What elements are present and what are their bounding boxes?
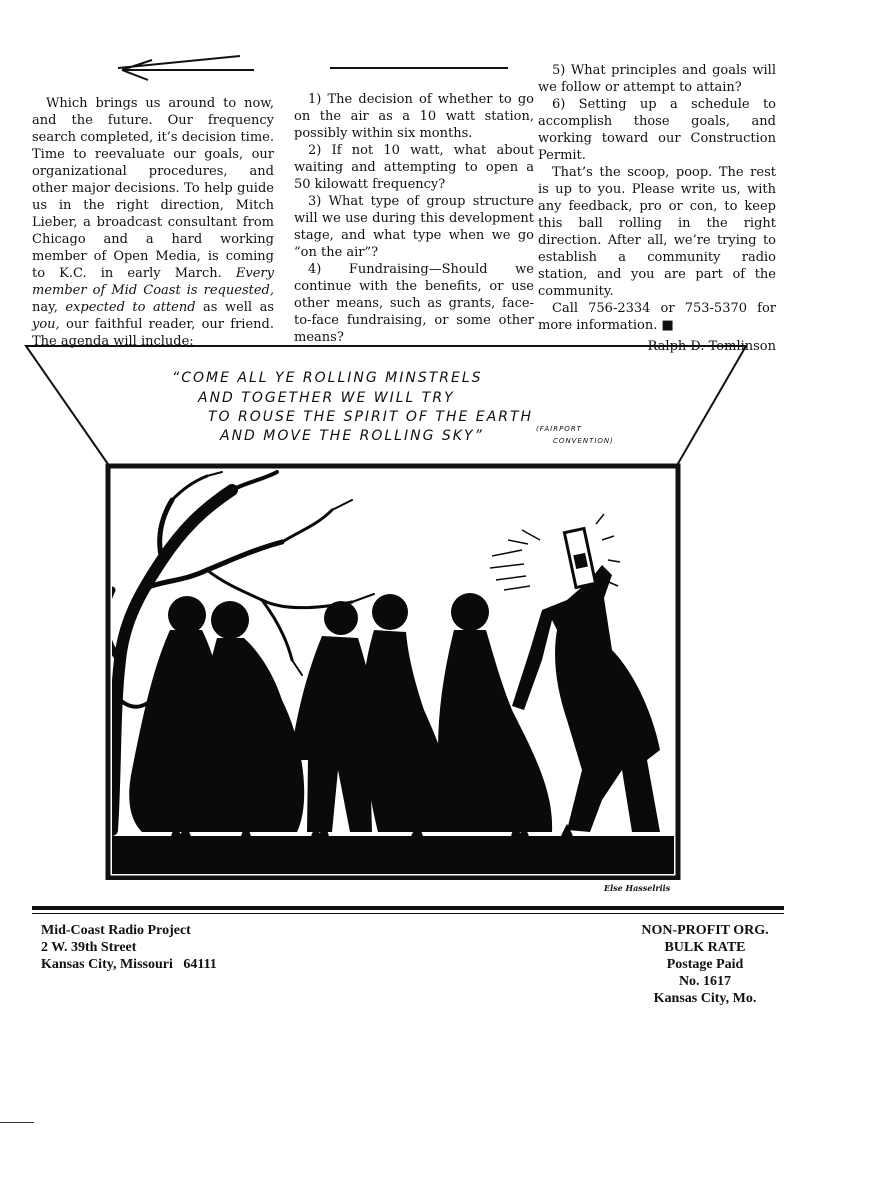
return-address-line-2: 2 W. 39th Street — [41, 940, 137, 955]
return-address — [41, 922, 217, 973]
quote-line-1: “COME ALL YE ROLLING MINSTRELS — [172, 370, 483, 386]
article-paragraph — [294, 142, 534, 193]
article-text-run: Every member of Mid Coast is requested, — [32, 266, 274, 298]
article-column-3 — [538, 62, 776, 355]
article-text-run: expected to attend — [65, 300, 196, 315]
postage-line-3: Postage Paid — [666, 957, 744, 972]
postage-line-4: No. 1617 — [678, 974, 732, 989]
quote-attribution-2: CONVENTION) — [553, 437, 614, 445]
mailing-rule-thin — [32, 913, 784, 914]
quote-line-4: AND MOVE THE ROLLING SKY” — [220, 428, 484, 444]
silhouette-dancers-illustration — [112, 470, 674, 874]
article-paragraph — [294, 261, 534, 346]
article-text-run: That’s the scoop, poop. The rest is up to you. Please write us, with any feedback, pro or con, to keep this ball rolling in the right direction. After all, we’re trying to establish a community radio station, and you are part of the community. — [538, 165, 776, 299]
article-paragraph — [538, 300, 776, 334]
postage-line-1: NON-PROFIT ORG. — [641, 923, 769, 938]
article-text-run: Call 756-2334 or 753-5370 for more information. ■ — [538, 301, 776, 333]
article-text-run: 4) Fundraising—Should we continue with the benefits, or use other means, such as grants, face-to-face fundraising, or some other means? — [294, 262, 534, 345]
postage-line-5: Kansas City, Mo. — [653, 991, 757, 1006]
article-text-run: you, — [32, 317, 60, 332]
article-paragraph — [294, 91, 534, 142]
quote-line-2: AND TOGETHER WE WILL TRY — [198, 390, 455, 406]
artist-credit: Else Hasselriis — [604, 883, 671, 893]
article-paragraph — [538, 62, 776, 96]
quote-line-3: TO ROUSE THE SPIRIT OF THE EARTH — [208, 409, 534, 425]
article-text-run: 6) Setting up a schedule to accomplish those goals, and working toward our Construction Permit. — [538, 97, 776, 163]
mailing-rule-thick — [32, 906, 784, 910]
article-column-2 — [294, 91, 534, 346]
article-text-run: as well as — [195, 300, 274, 315]
article-text-run: 5) What principles and goals will we follow or attempt to attain? — [538, 63, 776, 95]
article-text-run: Which brings us around to now, and the future. Our frequency search completed, it’s decision time. Time to reevaluate our goals, our organizational procedures, and other major decisions. To help guide us in the right direction, Mitch Lieber, a broadcast consultant from Chicago and a hard working member of Open Media, is coming to K.C. in early March. — [32, 96, 274, 281]
article-paragraph — [538, 96, 776, 164]
quote-attribution-1: (FAIRPORT — [536, 425, 582, 433]
arrow-left-icon — [108, 48, 260, 84]
author-signature: Ralph D. Tomlinson — [647, 339, 776, 354]
article-text-run: 3) What type of group structure will we use during this development stage, and what type when we go “on the air”? — [294, 194, 534, 260]
article-paragraph — [32, 95, 274, 350]
postage-indicia — [628, 922, 782, 1007]
article-column-1 — [32, 95, 274, 350]
postage-line-2: BULK RATE — [664, 940, 746, 955]
article-text-run: 2) If not 10 watt, what about waiting and attempting to open a 50 kilowatt frequency? — [294, 143, 534, 192]
article-text-run: 1) The decision of whether to go on the air as a 10 watt station, possibly within six months. — [294, 92, 534, 141]
return-address-line-1: Mid-Coast Radio Project — [41, 923, 191, 938]
article-paragraph — [294, 193, 534, 261]
return-address-line-3: Kansas City, Missouri 64111 — [41, 957, 217, 972]
article-paragraph — [538, 164, 776, 300]
article-text-run: nay, — [32, 300, 66, 315]
column-divider-rule — [330, 67, 508, 69]
article-text-run: our faithful reader, our friend. The agenda will include: — [32, 317, 274, 349]
margin-mark — [0, 1122, 34, 1123]
